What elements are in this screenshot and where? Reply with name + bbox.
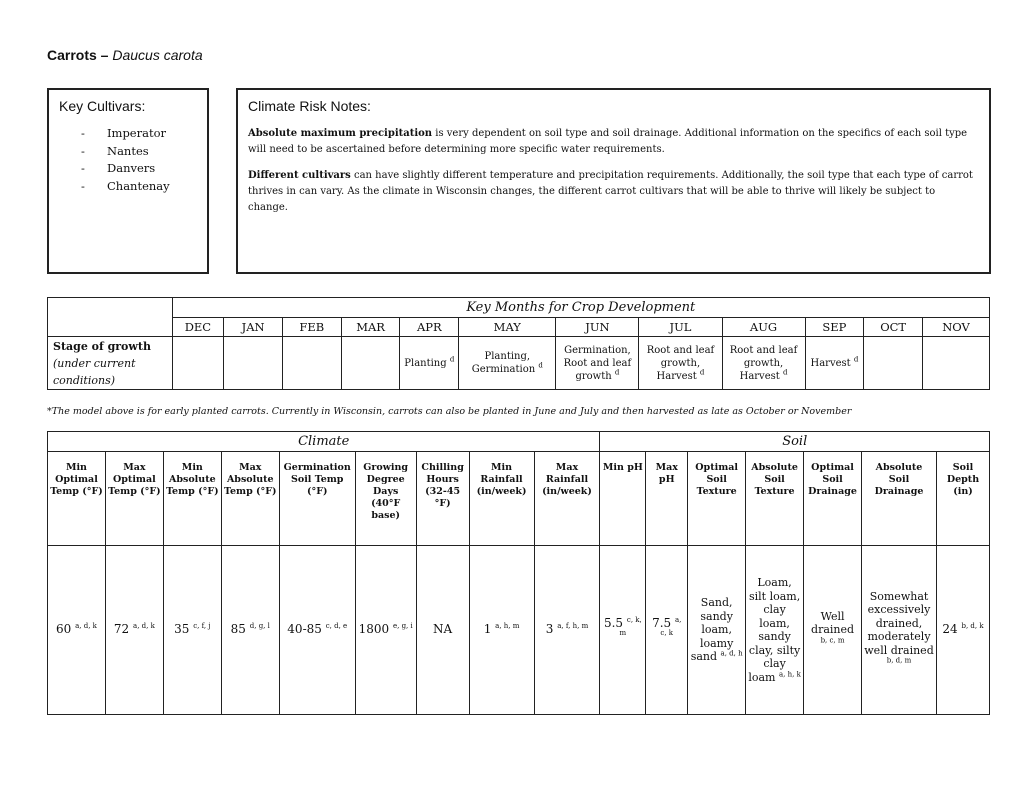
citation: b, c, m (820, 636, 845, 645)
value-text: 40-85 (287, 622, 322, 637)
value-cell (746, 546, 804, 715)
stage-cell (556, 337, 639, 390)
risk-note (248, 126, 978, 158)
citation: d (699, 368, 705, 377)
column-header: Max pH (646, 452, 688, 546)
value-text: 5.5 (603, 615, 624, 630)
value-cell (105, 546, 163, 715)
requirements-table (47, 431, 990, 715)
month-header: NOV (923, 318, 990, 337)
soil-heading: Soil (600, 432, 990, 452)
value-text: 1800 (358, 622, 390, 637)
value-cell (416, 546, 469, 715)
month-header: SEP (805, 318, 864, 337)
risk-heading: Climate Risk Notes: (248, 98, 371, 114)
value-text: 85 (230, 622, 246, 637)
cultivar-item: - Nantes (81, 143, 170, 161)
footnote: *The model above is for early planted carrots. Currently in Wisconsin, carrots can also be planted in June and July and then harvested as late as October or November (47, 406, 852, 417)
citation: a, d, k (75, 622, 97, 631)
stage-sublabel: (under current conditions) (53, 356, 136, 387)
value-cell (163, 546, 221, 715)
value-cell (936, 546, 989, 715)
value-text: 60 (56, 622, 72, 637)
value-text: 1 (483, 622, 492, 637)
month-header: JAN (224, 318, 283, 337)
key-cultivars-box (47, 88, 209, 274)
stage-cell (282, 337, 341, 390)
value-cell (221, 546, 279, 715)
cultivars-list (81, 125, 170, 195)
citation: d (614, 368, 620, 377)
key-months-table (47, 297, 990, 390)
value-text: 35 (174, 622, 190, 637)
month-header: JUL (639, 318, 722, 337)
month-header: AUG (722, 318, 805, 337)
stage-text: Germination, Root and leaf growth (563, 344, 632, 382)
column-header: Absolute Soil Drainage (862, 452, 937, 546)
climate-heading: Climate (48, 432, 600, 452)
value-cell (688, 546, 746, 715)
citation: a, c, k (660, 615, 682, 637)
column-header: Min Absolute Temp (°F) (163, 452, 221, 546)
month-header: FEB (282, 318, 341, 337)
column-header: Max Rainfall (in/week) (534, 452, 600, 546)
value-cell (600, 546, 646, 715)
value-cell (804, 546, 862, 715)
citation: d (782, 368, 788, 377)
citation: d (853, 355, 859, 364)
month-header: MAY (459, 318, 556, 337)
value-text: 72 (113, 622, 130, 637)
value-text: Somewhat excessively drained, moderately well drained (864, 589, 934, 657)
month-header: APR (400, 318, 459, 337)
stage-cell (722, 337, 805, 390)
column-header: Min pH (600, 452, 646, 546)
risk-note-bold: Different cultivars (248, 170, 351, 181)
risk-note-text: is very dependent on soil type and soil drainage. Additional information on the specifics of each soil type will need to be ascertained before determining more specific water requirements. (248, 128, 968, 155)
month-header: OCT (864, 318, 923, 337)
month-header: MAR (341, 318, 400, 337)
cultivar-item: - Chantenay (81, 178, 170, 196)
citation: c, k, m (619, 615, 642, 637)
stage-cell (639, 337, 722, 390)
column-header: Optimal Soil Drainage (804, 452, 862, 546)
key-months-heading: Key Months for Crop Development (172, 298, 989, 318)
citation: a, d, h (720, 649, 743, 658)
stage-of-growth-label (48, 337, 173, 390)
value-text: NA (433, 622, 453, 637)
citation: a, f, h, m (557, 622, 589, 631)
stage-cell (400, 337, 459, 390)
value-text: 3 (545, 622, 554, 637)
value-text: Well drained (811, 609, 855, 637)
citation: c, d, e (325, 622, 348, 631)
risk-note (248, 168, 978, 216)
climate-risk-notes-box (236, 88, 991, 274)
stage-cell (864, 337, 923, 390)
cultivar-item: - Imperator (81, 125, 170, 143)
scientific-name: Daucus carota (112, 47, 203, 63)
stage-text: Harvest (810, 357, 851, 369)
month-header: DEC (172, 318, 224, 337)
column-header: Max Absolute Temp (°F) (221, 452, 279, 546)
stage-cell (172, 337, 224, 390)
citation: b, d, m (886, 656, 912, 665)
column-header: Max Optimal Temp (°F) (105, 452, 163, 546)
stage-cell (224, 337, 283, 390)
citation: a, h, k (778, 669, 801, 678)
empty-corner (48, 298, 173, 318)
citation: d (538, 361, 543, 370)
value-text: Sand, sandy loam, loamy sand (690, 596, 734, 664)
stage-cell (923, 337, 990, 390)
value-text: Loam, silt loam, clay loam, sandy clay, silty clay loam (748, 576, 801, 684)
crop-name: Carrots – (47, 47, 109, 63)
column-header: Optimal Soil Texture (688, 452, 746, 546)
cultivars-heading: Key Cultivars: (59, 98, 146, 114)
risk-note-bold: Absolute maximum precipitation (248, 128, 433, 139)
value-cell (469, 546, 534, 715)
risk-note-text: can have slightly different temperature and precipitation requirements. Additionally, the soil type that each type of carrot thrives in can vary. As the climate in Wisconsin changes, the different carrot cultivars that will be able to thrive will likely be subject to change. (248, 170, 973, 213)
citation: d, g, l (249, 622, 270, 631)
column-header: Chilling Hours (32-45 °F) (416, 452, 469, 546)
value-cell (646, 546, 688, 715)
citation: c, f, j (193, 622, 211, 631)
value-cell (355, 546, 416, 715)
column-header: Growing Degree Days (40°F base) (355, 452, 416, 546)
column-header: Germination Soil Temp (°F) (279, 452, 355, 546)
value-text: 24 (942, 622, 958, 637)
value-cell (279, 546, 355, 715)
citation: a, d, k (133, 622, 155, 631)
value-text: 7.5 (652, 615, 672, 630)
stage-text: Planting (404, 357, 447, 369)
stage-cell (805, 337, 864, 390)
citation: a, h, m (495, 622, 520, 631)
stage-text: Root and leaf growth, Harvest (729, 344, 798, 382)
page-title (47, 47, 203, 63)
stage-cell (341, 337, 400, 390)
stage-label: Stage of growth (53, 339, 151, 353)
stage-cell (459, 337, 556, 390)
column-header: Min Optimal Temp (°F) (48, 452, 106, 546)
citation: d (449, 355, 455, 364)
month-header: JUN (556, 318, 639, 337)
value-cell (48, 546, 106, 715)
value-cell (862, 546, 937, 715)
stage-text: Planting, Germination (471, 351, 536, 375)
column-header: Absolute Soil Texture (746, 452, 804, 546)
stage-text: Root and leaf growth, Harvest (646, 344, 715, 382)
empty-corner (48, 318, 173, 337)
cultivar-item: - Danvers (81, 160, 170, 178)
column-header: Min Rainfall (in/week) (469, 452, 534, 546)
column-header: Soil Depth (in) (936, 452, 989, 546)
citation: e, g, i (392, 622, 413, 631)
citation: b, d, k (961, 622, 984, 631)
value-cell (534, 546, 600, 715)
